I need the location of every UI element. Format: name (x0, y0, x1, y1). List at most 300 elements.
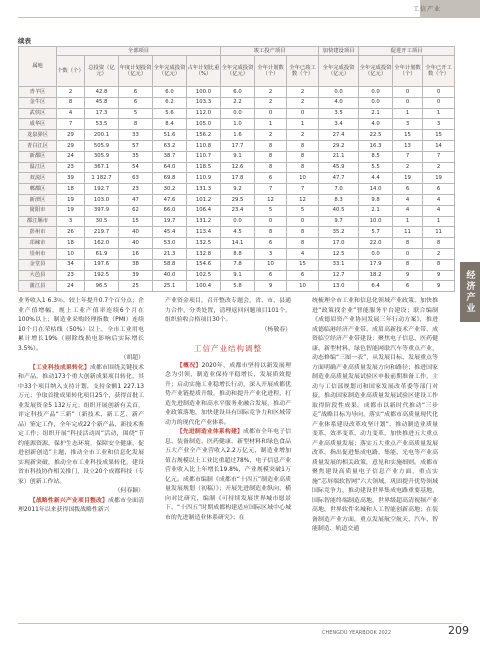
data-cell: 192.5 (85, 270, 119, 281)
data-cell: 0.0 (221, 216, 255, 227)
author-signature: （杨敬春） (261, 326, 291, 333)
data-cell: 4.4 (359, 173, 393, 184)
data-cell: 7 (255, 184, 287, 195)
data-cell: 192.7 (85, 184, 119, 195)
paragraph-emerging-industry: 【战略性新兴产业项目整改】成都市全面清理2011年以来获得国拨战略性新兴 (18, 497, 145, 513)
data-cell: 2 (287, 87, 319, 98)
data-cell: 47.7 (319, 173, 359, 184)
data-cell: 5.5 (359, 162, 393, 173)
data-cell: 103.0 (85, 194, 119, 205)
data-cell: 4.5 (221, 227, 255, 238)
district-name-cell: 金堂县 (19, 259, 57, 270)
data-cell: 131.2 (187, 216, 221, 227)
data-cell: 19 (393, 173, 423, 184)
data-cell: 8 (287, 140, 319, 151)
data-cell: 0 (393, 87, 423, 98)
data-cell: 57 (119, 140, 153, 151)
table-row (19, 248, 455, 259)
data-cell: 14.0 (359, 184, 393, 195)
data-cell: 63.2 (153, 140, 187, 151)
data-cell: 18 (57, 238, 85, 249)
header-rule (18, 17, 420, 18)
data-cell: 6 (393, 184, 423, 195)
data-cell: 3.5 (319, 108, 359, 119)
side-section-tab: 经济产业 (460, 262, 480, 322)
data-cell: 8 (255, 151, 287, 162)
paragraph: 统梳理全市工业和信息化领域产业政策，加快推进“政策找企业”智能服务平台建设；联合编制《成德眉资产业协同发展三年行动方案》，推进成德临港经济产业带、成眉高新技术产业带、成资临空经济产业带建设；聚焦电子信息、医药健康、新型材料、绿色智能网联汽车等重点产业，动态修编“三图一表”，从发展目标、发展重点等方面明确产业高质量发展方向和路径；推进国家制造业高质量发展试验区申报前期准备工作，主动与工信部规划司和国家发展改革委等部门对接，推动国家制造业高质量发展试验区建设工作取得阶段性成果。成都市以新时代推动“三步走”战略目标为导向，落实“成都市高质量现代化产业体系建设改革攻坚计划”，推动制造业质量变革、效率变革、动力变革，加快推进五大重点产业高质量发展；落实五大重点产业高质量发展改革，指出促进集成电路、集能、光电等产业高质量发展的相关政策，意见和实施细则。成都市聚焦建设高质量电子信息产业方面，重点实施“芯屏端软智网”六大领域，巩固提升优势领域国际竞争力，推动建设世界集成电路重要基地，国际智能终端制造高地，世界级超高清视频产业高地，世界软件名城和人工智能创新高地；在装备制造产业方面，重点发展航空航天、汽车、智能制造、轨道交通 (312, 298, 438, 532)
data-cell: 6 (255, 173, 287, 184)
data-cell: 63 (119, 173, 153, 184)
group-header-completed: 竣工投产项目 (221, 47, 319, 56)
data-cell: 156.2 (187, 130, 221, 141)
data-cell: 24 (57, 281, 85, 292)
data-cell: 6 (287, 270, 319, 281)
data-cell: 53.0 (153, 238, 187, 249)
footer-yearbook-title: CHENGDU YEARBOOK 2022 (322, 630, 392, 636)
data-cell: 13 (393, 140, 423, 151)
data-cell: 15 (287, 259, 319, 270)
data-cell: 162.0 (85, 238, 119, 249)
group-header-starting: 促进开工项目 (359, 47, 455, 56)
district-name-cell: 简阳市 (19, 205, 57, 216)
data-cell: 101.2 (187, 194, 221, 205)
district-name-cell: 青羊区 (19, 87, 57, 98)
data-cell: 4 (393, 205, 423, 216)
data-cell: 3.4 (319, 119, 359, 130)
section-heading: 工信产业结构调整 (194, 344, 262, 353)
data-cell: 113.4 (187, 227, 221, 238)
data-cell: 1 (287, 119, 319, 130)
data-cell: 64.0 (153, 162, 187, 173)
data-cell: 47.6 (153, 194, 187, 205)
data-cell: 54 (119, 162, 153, 173)
data-cell: 22.0 (359, 238, 393, 249)
data-cell: 17.8 (221, 173, 255, 184)
data-cell: 22.5 (359, 130, 393, 141)
data-cell: 2 (57, 87, 85, 98)
district-name-cell: 都江堰市 (19, 216, 57, 227)
data-cell: 8.5 (359, 151, 393, 162)
data-cell: 110.7 (187, 151, 221, 162)
data-cell: 62 (119, 205, 153, 216)
table-row (19, 270, 455, 281)
data-cell: 11 (423, 227, 455, 238)
data-cell: 112.0 (187, 108, 221, 119)
table-row (19, 97, 455, 108)
data-cell: 45.4 (153, 227, 187, 238)
district-name-cell: 新津区 (19, 194, 57, 205)
group-header-accelerating: 加快建设项目 (319, 47, 359, 56)
data-cell: 8.4 (153, 119, 187, 130)
district-name-cell: 双流区 (19, 173, 57, 184)
data-cell: 2.1 (359, 108, 393, 119)
data-cell: 3 (423, 119, 455, 130)
table-row (19, 130, 455, 141)
district-name-cell: 蒲江县 (19, 281, 57, 292)
data-cell: 7.8 (221, 259, 255, 270)
data-cell: 13.0 (319, 281, 359, 292)
data-cell: 10 (57, 248, 85, 259)
table-row (19, 140, 455, 151)
data-cell: 0 (393, 248, 423, 259)
col-subheader: 全年完成投资（亿元） (319, 56, 359, 87)
data-cell: 8 (287, 238, 319, 249)
data-cell: 29 (57, 130, 85, 141)
data-cell: 29.5 (221, 194, 255, 205)
section-keyword: 【先进制造业体系构建】 (176, 429, 243, 435)
data-cell: 12 (255, 194, 287, 205)
data-cell: 110.8 (187, 140, 221, 151)
data-cell: 29 (57, 140, 85, 151)
data-cell: 6.2 (153, 97, 187, 108)
data-cell: 2 (255, 87, 287, 98)
section-keyword: 【战略性新兴产业项目整改】 (29, 497, 109, 504)
author-signature: （何春颖） (114, 488, 144, 494)
data-cell: 2 (393, 162, 423, 173)
table-row (19, 162, 455, 173)
data-cell: 219.7 (85, 227, 119, 238)
data-cell: 66.0 (153, 205, 187, 216)
data-cell: 24 (57, 151, 85, 162)
district-name-cell: 崇州市 (19, 248, 57, 259)
data-cell: 0.0 (319, 87, 359, 98)
data-cell: 1.0 (221, 119, 255, 130)
data-cell: 118.5 (187, 162, 221, 173)
data-cell: 26 (57, 227, 85, 238)
data-cell: 8 (57, 97, 85, 108)
data-cell: 19.7 (153, 216, 187, 227)
data-cell: 96.5 (85, 281, 119, 292)
data-cell: 505.9 (85, 140, 119, 151)
data-cell: 110.9 (187, 173, 221, 184)
data-cell: 8 (393, 238, 423, 249)
district-name-cell: 青白江区 (19, 140, 57, 151)
table-row (19, 227, 455, 238)
data-cell: 9.1 (221, 151, 255, 162)
data-cell: 0 (287, 216, 319, 227)
data-cell: 69.8 (153, 173, 187, 184)
col-header-district: 属地 (19, 47, 57, 87)
data-cell: 4 (287, 248, 319, 259)
data-cell: 103.3 (187, 97, 221, 108)
table-row (19, 184, 455, 195)
data-cell: 15 (119, 216, 153, 227)
district-name-cell: 郫都区 (19, 184, 57, 195)
data-cell: 2.1 (359, 205, 393, 216)
data-cell: 197.6 (85, 259, 119, 270)
data-cell: 21.3 (153, 248, 187, 259)
group-header-all: 全部项目 (57, 47, 221, 56)
data-cell: 132.5 (187, 238, 221, 249)
district-name-cell: 成华区 (19, 119, 57, 130)
data-cell: 5.6 (153, 108, 187, 119)
data-cell: 5.8 (221, 281, 255, 292)
data-cell: 10.0 (359, 216, 393, 227)
data-cell: 10 (287, 281, 319, 292)
paragraph: 业务收入1 6.3％，较上年提升0.7个百分点；企业产值增幅，规上工业产值率连续6个月在100%以上；制造业采购经理指数（PMI）连续10个月在荣枯线（50%）以上，全市工业用电累计增长19%（剔除线损电影响后实际增长3.5%）。 (18, 298, 144, 352)
data-cell: 16 (119, 248, 153, 259)
data-cell: 1 (423, 108, 455, 119)
data-cell: 3 (255, 248, 287, 259)
data-cell: 6 (423, 184, 455, 195)
data-cell: 0 (423, 97, 455, 108)
data-cell: 45.8 (85, 97, 119, 108)
data-cell: 17.3 (85, 108, 119, 119)
data-cell: 8 (255, 162, 287, 173)
data-cell: 3 (393, 119, 423, 130)
paragraph: 产业资金项目，召开整改专题会，省、市、县通力合作，分类处置，清理返回问题项目101个，组织验收合格项目30个。 (165, 298, 291, 323)
data-cell: 6 (255, 270, 287, 281)
data-cell: 2 (423, 248, 455, 259)
data-cell: 8.3 (319, 194, 359, 205)
col-subheader: 年度计划投资（亿元） (119, 56, 153, 87)
data-cell: 7 (393, 151, 423, 162)
data-cell: 51.6 (153, 130, 187, 141)
data-cell: 42.8 (85, 87, 119, 98)
data-cell: 5 (287, 205, 319, 216)
table-row (19, 173, 455, 184)
data-cell: 8 (287, 162, 319, 173)
data-cell: 38.7 (153, 151, 187, 162)
data-cell: 40 (119, 238, 153, 249)
data-cell: 45.9 (319, 162, 359, 173)
data-cell: 12.7 (319, 270, 359, 281)
data-cell: 305.9 (85, 151, 119, 162)
data-cell: 8 (423, 238, 455, 249)
data-cell: 0 (393, 97, 423, 108)
data-cell: 1.6 (221, 130, 255, 141)
data-cell: 11 (393, 227, 423, 238)
data-cell: 8 (255, 227, 287, 238)
data-cell: 40.5 (319, 205, 359, 216)
col-subheader: 全年已竣工数（个） (287, 56, 319, 87)
col-subheader: 全年完成投资（亿元） (153, 56, 187, 87)
data-cell: 106.4 (187, 205, 221, 216)
table-row (19, 216, 455, 227)
data-cell: 0 (255, 216, 287, 227)
data-cell: 23 (119, 184, 153, 195)
data-cell: 23 (57, 270, 85, 281)
table-continued-label: 续表 (18, 37, 31, 45)
data-cell: 8 (119, 119, 153, 130)
data-cell: 6 (393, 281, 423, 292)
data-cell: 53.5 (85, 119, 119, 130)
paragraph-overview: 【概况】2020年，成都市坚持以新发展理念为引领，制造业保持平稳增长，发展质效提升；启动实施工业稳增长行动，深入开展成都优势产业链提质升级，推动和提升产业化进程，打造先进制造业和高水平服务业融合发展，推动产业政策落地，加快建设具有国际竞争力和区域带动力的现代化产业体系。 (165, 362, 292, 426)
col-subheader: 总投资（亿元） (85, 56, 119, 87)
data-cell: 33.1 (319, 259, 359, 270)
data-cell: 0 (423, 87, 455, 98)
text-column-3 (312, 297, 438, 535)
data-cell: 0.0 (221, 108, 255, 119)
data-cell: 6 (255, 238, 287, 249)
data-cell: 4 (57, 108, 85, 119)
data-cell: 35 (119, 151, 153, 162)
data-cell: 4.0 (359, 119, 393, 130)
district-name-cell: 彭州市 (19, 227, 57, 238)
page-number: 209 (448, 624, 469, 637)
district-project-table (18, 46, 455, 292)
data-cell: 18 (57, 184, 85, 195)
data-cell: 100.4 (187, 281, 221, 292)
data-cell: 7.0 (319, 184, 359, 195)
data-cell: 5 (119, 108, 153, 119)
footer-rule (18, 623, 462, 624)
table-row (19, 259, 455, 270)
data-cell: 2 (255, 97, 287, 108)
data-cell: 6.0 (153, 87, 187, 98)
data-cell: 34 (57, 259, 85, 270)
data-cell: 9.1 (221, 270, 255, 281)
author-signature: （胡超） (120, 355, 144, 361)
data-cell: 40 (119, 227, 153, 238)
data-cell: 6.4 (359, 281, 393, 292)
data-cell: 4.0 (319, 97, 359, 108)
data-cell: 1 182.7 (85, 173, 119, 184)
running-header: 工信产业 (413, 6, 442, 13)
data-cell: 8.8 (221, 248, 255, 259)
data-cell: 6 (119, 87, 153, 98)
data-cell: 5 (255, 205, 287, 216)
data-cell: 2 (423, 162, 455, 173)
data-cell: 8 (423, 259, 455, 270)
data-cell: 19 (57, 205, 85, 216)
data-cell: 4 (423, 194, 455, 205)
data-cell: 7 (287, 184, 319, 195)
data-cell: 6.0 (221, 87, 255, 98)
data-cell: 8 (287, 151, 319, 162)
data-cell: 19 (57, 194, 85, 205)
data-cell: 25.1 (153, 281, 187, 292)
district-name-cell: 温江区 (19, 162, 57, 173)
district-name-cell: 武侯区 (19, 108, 57, 119)
section-keyword: 【概况】 (176, 362, 202, 369)
data-cell: 1 (393, 108, 423, 119)
data-cell: 18.2 (359, 270, 393, 281)
data-cell: 9 (255, 281, 287, 292)
district-name-cell: 龙泉驿区 (19, 130, 57, 141)
data-cell: 21.1 (319, 151, 359, 162)
data-cell: 5.7 (359, 227, 393, 238)
data-cell: 12.6 (221, 162, 255, 173)
data-cell: 154.6 (187, 259, 221, 270)
data-cell: 40.0 (153, 270, 187, 281)
district-name-cell: 新都区 (19, 151, 57, 162)
data-cell: 17.9 (359, 259, 393, 270)
data-cell: 9.8 (359, 194, 393, 205)
data-cell: 14.1 (221, 238, 255, 249)
data-cell: 33 (119, 130, 153, 141)
section-keyword: 【工业科技成果转化】 (29, 364, 90, 371)
data-cell: 200.1 (85, 130, 119, 141)
data-cell: 105.0 (187, 119, 221, 130)
data-cell: 27.4 (319, 130, 359, 141)
data-cell: 0.0 (359, 248, 393, 259)
data-cell: 2 (287, 97, 319, 108)
table-row (19, 151, 455, 162)
data-cell: 9 (423, 281, 455, 292)
col-subheader: 全年已开工数（个） (423, 56, 455, 87)
data-cell: 100.0 (187, 87, 221, 98)
data-cell: 397.9 (85, 205, 119, 216)
district-name-cell: 大邑县 (19, 270, 57, 281)
data-cell: 15 (393, 130, 423, 141)
data-cell: 38 (119, 259, 153, 270)
data-cell: 30.5 (85, 216, 119, 227)
data-cell: 102.5 (187, 270, 221, 281)
data-cell: 10 (287, 173, 319, 184)
data-cell: 14 (423, 140, 455, 151)
data-cell: 4 (393, 194, 423, 205)
data-cell: 0 (287, 108, 319, 119)
data-cell: 17.7 (221, 140, 255, 151)
data-cell: 17.0 (319, 238, 359, 249)
data-cell: 131.3 (187, 184, 221, 195)
data-cell: 1 (255, 119, 287, 130)
table-row (19, 194, 455, 205)
data-cell: 12 (287, 194, 319, 205)
data-cell: 1 (423, 216, 455, 227)
data-cell: 35.2 (319, 227, 359, 238)
data-cell: 9.2 (221, 184, 255, 195)
text-column-2 (165, 297, 291, 523)
data-cell: 3 (57, 216, 85, 227)
data-cell: 25 (119, 281, 153, 292)
data-cell: 7 (423, 151, 455, 162)
data-cell: 15 (423, 130, 455, 141)
data-cell: 29.2 (319, 140, 359, 151)
data-cell: 0.0 (359, 97, 393, 108)
paragraph-advanced-manufacturing: 【先进制造业体系构建】成都市全年电子信息、装备制造、医药健康、新型材料和绿色食品五大产业全产业营收入2.2万亿元，制造业增加值占规模以上工业比重超过78%，电子信息产业营业收入比上年增长19.8%，产业规模突破1万亿元。成都市编制《成都市“十四五”制造业高质量发展规划（初稿）》；开展先进制造业纵向、横向对比研究，编制《可持续发展世界城市愿景下、“十四五”时期成都构建适应国际区域中心城市的先进制造业体系研究》；在 (165, 429, 292, 521)
table-row (19, 281, 455, 292)
table-row (19, 108, 455, 119)
data-cell: 16.3 (359, 140, 393, 151)
col-subheader: 全年计划数（个） (393, 56, 423, 87)
col-subheader: 全年完成投资（亿元） (359, 56, 393, 87)
data-cell: 39 (119, 270, 153, 281)
data-cell: 2.2 (221, 97, 255, 108)
data-cell: 23.4 (221, 205, 255, 216)
data-cell: 132.8 (187, 248, 221, 259)
data-cell: 2 (255, 130, 287, 141)
data-cell: 9.7 (319, 216, 359, 227)
data-cell: 23 (57, 162, 85, 173)
paragraph-tech-transfer: 【工业科技成果转化】成都市围绕关键技术和产品，推动173个重大创新成果项目转化，其中33个项目纳入支持计划，支持金额1 227.13万元；争取首批成果转化项目25个，获得首批工业发展资金5 132万元；组织开展创新有关首，评定科技产品“三新”（新技术、新工艺、新产品）鉴定工作，全年完成22个新产品、新技术鉴定工作；组织开展“科技活动周”活动，围绕“节约能源资源，保护生态环境，保障安全健康，促进创新创造”主题，推动全市工业和信息化发展实现新突破，推动全市工业科技成果转化，建设省市科技协作相关推门，设立20个成都科技（专家）创新工作站。 (18, 364, 145, 485)
table-row (19, 205, 455, 216)
data-cell: 47 (119, 194, 153, 205)
data-cell: 12.5 (319, 248, 359, 259)
data-cell: 8 (393, 259, 423, 270)
data-cell: 19 (423, 173, 455, 184)
data-cell: 6 (119, 97, 153, 108)
table-row (19, 87, 455, 98)
col-subheader: 占年计划比重（%） (187, 56, 221, 87)
data-cell: 8 (255, 140, 287, 151)
text-column-1 (18, 297, 144, 516)
data-cell: 1 (393, 216, 423, 227)
data-cell: 367.1 (85, 162, 119, 173)
district-name-cell: 邛崃市 (19, 238, 57, 249)
data-cell: 0 (255, 108, 287, 119)
col-subheader: 全年完成投资（亿元） (221, 56, 255, 87)
data-cell: 4 (423, 205, 455, 216)
data-cell: 9 (393, 270, 423, 281)
data-cell: 39 (57, 173, 85, 184)
data-cell: 8 (287, 227, 319, 238)
data-cell: 58.8 (153, 259, 187, 270)
data-cell: 30.2 (153, 184, 187, 195)
data-cell: 7 (57, 119, 85, 130)
data-cell: 2 (287, 130, 319, 141)
